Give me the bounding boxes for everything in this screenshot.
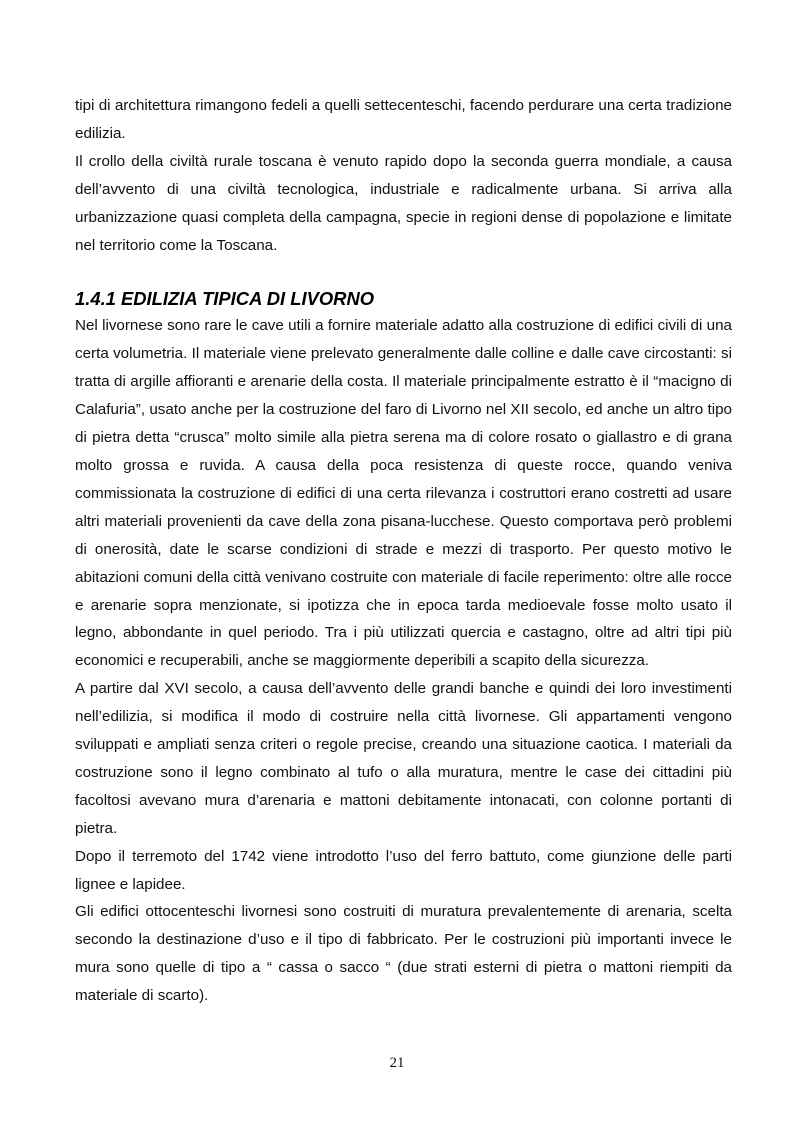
paragraph-earthquake: Dopo il terremoto del 1742 viene introdotto l’uso del ferro battuto, come giunzione delle parti lignee e lapidee. — [75, 847, 732, 893]
paragraph-intro-1: tipi di architettura rimangono fedeli a quelli settecenteschi, facendo perdurare una certa tradizione edilizia. — [75, 97, 732, 142]
paragraph-materials: Nel livornese sono rare le cave utili a fornire materiale adatto alla costruzione di edifici civili di una certa volumetria. Il materiale viene prelevato generalmente dalle colline e dalle cave circostanti: si tratta di argille affioranti e arenarie della costa. Il materiale principalmente estratto è il “macigno di Calafuria”, usato anche per la costruzione del faro di Livorno nel XII secolo, ed anche un altro tipo di pietra detta “crusca” molto simile alla pietra serena ma di colore rosato o giallastro e di grana molto grossa e ruvida. A causa della poca resistenza di queste rocce, quando veniva commissionata la costruzione di edifici di una certa rilevanza i costruttori erano costretti ad usare altri materiali provenienti da cave della zona pisana-lucchese. Questo comportava però problemi di onerosità, date le scarse condizioni di strade e mezzi di trasporto. Per questo motivo le abitazioni comuni della città venivano costruite con materiale di facile reperimento: oltre alle rocce e arenarie sopra menzionate, si ipotizza che in epoca tarda medioevale fosse molto usato il legno, abbondante in quel periodo. Tra i più utilizzati quercia e castagno, oltre ad altri tipi più economici e recuperabili, anche se maggiormente deperibili a scapito della sicurezza. — [75, 317, 732, 670]
section-heading: 1.4.1 EDILIZIA TIPICA DI LIVORNO — [75, 288, 375, 310]
document-page — [75, 92, 732, 1010]
paragraph-xvi-century: A partire dal XVI secolo, a causa dell’avvento delle grandi banche e quindi dei loro investimenti nell’edilizia, si modifica il modo di costruire nella città livornese. Gli appartamenti vengono sviluppati e ampliati senza criteri o regole precise, creando una situazione caotica. I materiali da costruzione sono il legno combinato al tufo o alla muratura, mentre le case dei cittadini più facoltosi avevano mura d’arenaria e mattoni debitamente intonacati, con colonne portanti di pietra. — [75, 680, 732, 837]
paragraph-intro-2: Il crollo della civiltà rurale toscana è venuto rapido dopo la seconda guerra mondiale, a causa dell’avvento di una civiltà tecnologica, industriale e radicalmente urbana. Si arriva alla urbanizzazione quasi completa della campagna, specie in regioni dense di popolazione e limitate nel territorio come la Toscana. — [75, 152, 732, 254]
page-number: 21 — [389, 1055, 405, 1071]
paragraph-nineteenth-century: Gli edifici ottocenteschi livornesi sono costruiti di muratura prevalentemente di arenaria, scelta secondo la destinazione d’uso e il tipo di fabbricato. Per le costruzioni più importanti invece le mura sono quelle di tipo a “ cassa o sacco “ (due strati esterni di pietra o mattoni riempiti da materiale di scarto). — [75, 903, 732, 1005]
